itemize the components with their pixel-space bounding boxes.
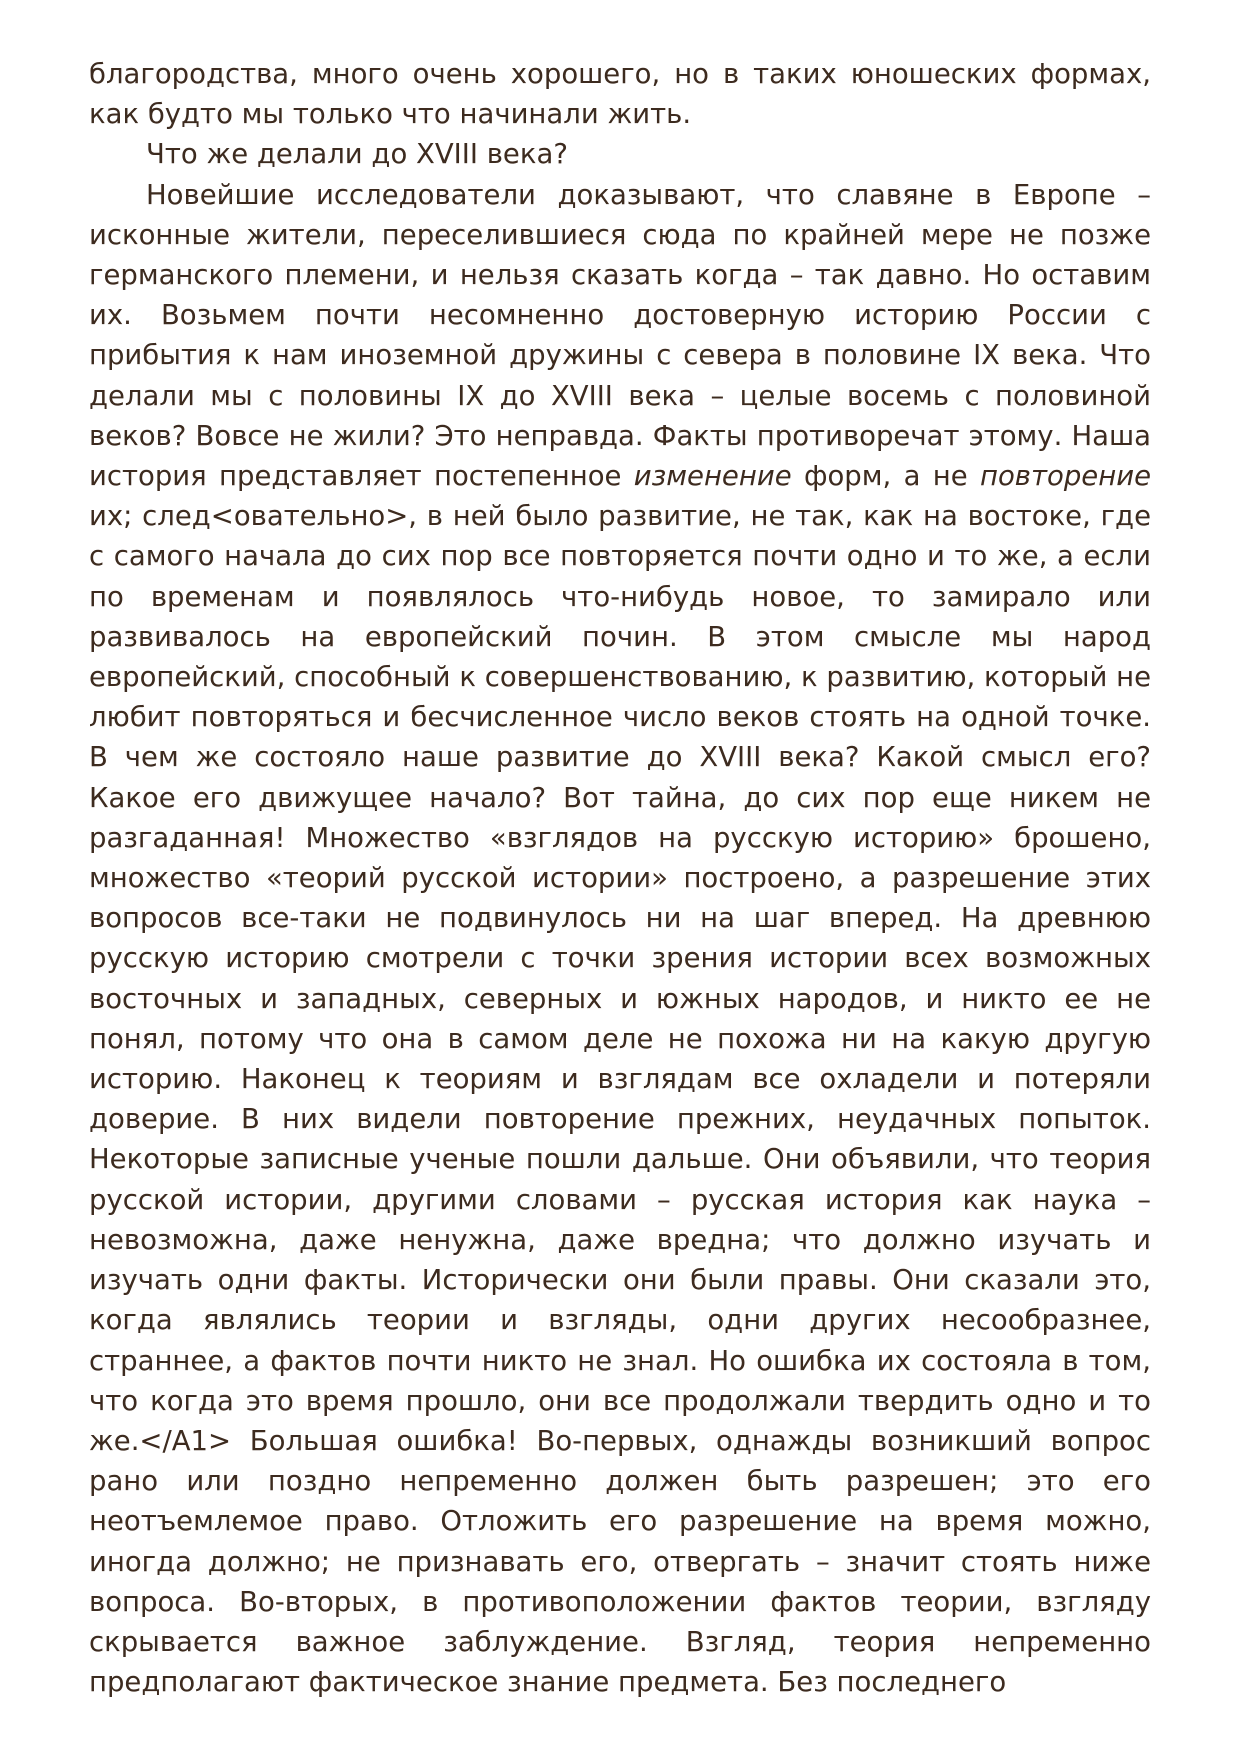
paragraph-main xyxy=(89,175,1151,1703)
emphasis-repetition: повторение xyxy=(980,460,1152,493)
paragraph-question: Что же делали до XVIII века? xyxy=(146,138,568,171)
paragraph-main-text-2: форм, а не xyxy=(791,460,980,493)
paragraph-continuation: благородства, много очень хорошего, но в таких юношеских формах, как будто мы только что начинали жить. xyxy=(89,58,1151,131)
paragraph-main-text-1: Новейшие исследователи доказывают, что славяне в Европе – исконные жители, переселившиеся сюда по крайней мере не позже германского племени, и нельзя сказать когда – так давно. Но оставим их. Возьмем почти несомненно достоверную историю России с прибытия к нам иноземной дружины с севера в половине IX века. Что делали мы с половины IX до XVIII века – целые восемь с половиной веков? Вовсе не жили? Это неправда. Факты противоречат этому. Наша история представляет постепенное xyxy=(89,178,1151,493)
emphasis-change: изменение xyxy=(633,460,792,493)
document-page xyxy=(89,54,1151,1702)
paragraph-main-text-3: их; след<овательно>, в ней было развитие, не так, как на востоке, где с самого начала до сих пор все повторяется почти одно и то же, а если по временам и появлялось что-нибудь новое, то замирало или развивалось на европейский почин. В этом смысле мы народ европейский, способный к совершенствованию, к развитию, который не любит повторяться и бесчисленное число веков стоять на одной точке. В чем же состояло наше развитие до XVIII века? Какой смысл его? Какое его движущее начало? Вот тайна, до сих пор еще никем не разгаданная! Множество «взглядов на русскую историю» брошено, множество «теорий русской истории» построено, а разрешение этих вопросов все-таки не подвинулось ни на шаг вперед. На древнюю русскую историю смотрели с точки зрения истории всех возможных восточных и западных, северных и южных народов, и никто ее не понял, потому что она в самом деле не похожа ни на какую другую историю. Наконец к теориям и взглядам все охладели и потеряли доверие. В них видели повторение прежних, неудачных попыток. Некоторые записные ученые пошли дальше. Они объявили, что теория русской истории, другими словами – русская история как наука – невозможна, даже ненужна, даже вредна; что должно изучать и изучать одни факты. Исторически они были правы. Они сказали это, когда являлись теории и взгляды, одни других несообразнее, страннее, а фактов почти никто не знал. Но ошибка их состояла в том, что когда это время прошло, они все продолжали твердить одно и то же.</A1> Большая ошибка! Во-первых, однажды возникший вопрос рано или поздно непременно должен быть разрешен; это его неотъемлемое право. Отложить его разрешение на время можно, иногда должно; не признавать его, отвергать – значит стоять ниже вопроса. Во-вторых, в противоположении фактов теории, взгляду скрывается важное заблуждение. Взгляд, теория непременно предполагают фактическое знание предмета. Без последнего xyxy=(89,500,1151,1699)
